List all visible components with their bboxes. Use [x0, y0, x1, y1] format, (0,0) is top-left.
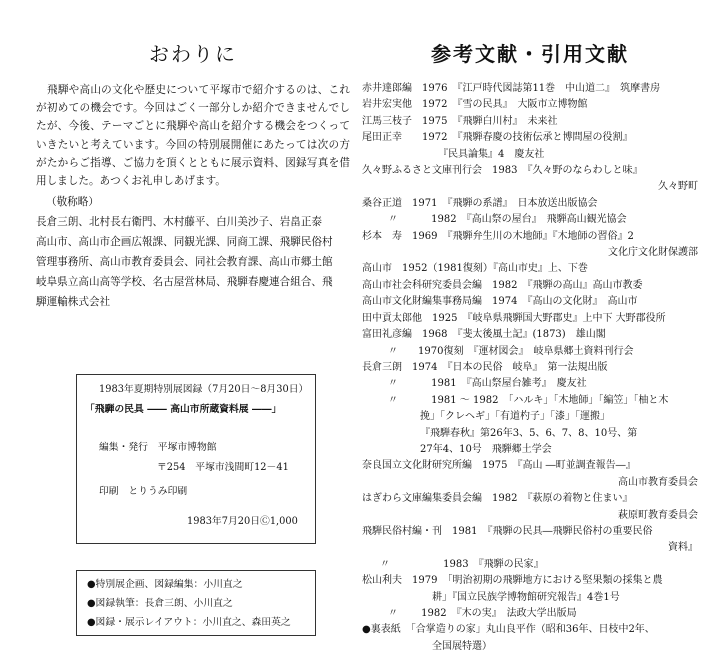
- acknowledgement-line: 騨運輸株式会社: [36, 296, 111, 309]
- reference-entry: 岩井宏実他 1972 『雪の民具』 大阪市立博物館: [362, 99, 588, 111]
- reference-entry: 桑谷正道 1971 『飛騨の系譜』 日本放送出版協会: [362, 197, 598, 209]
- afterword-paragraph: 飛騨や高山の文化や歴史について平塚市で紹介するのは、これが初めての機会です。今回はごく一部分しか紹介できませんでしたが、今後、テーマごとに飛騨や高山を紹介する機会をつくっていきたいと考えています。今回の特別展開催にあたっては次の方がたからご指導、ご協力を頂くとともに展示資料、図録写真を借用しました。あつくお礼申しあげます。: [36, 84, 350, 188]
- credit-line: ●特別展企画、図録編集：小川直之: [87, 579, 243, 590]
- afterword-heading: おわりに: [149, 42, 237, 66]
- colophon-box: [76, 374, 316, 544]
- reference-entry: 田中貢太郎他 1925 『岐阜県飛騨国大野郡史』上中下 大野郡役所: [362, 312, 666, 324]
- reference-entry: 高山市 1952（1981復刻）『高山市史』上、下巻: [362, 263, 588, 275]
- reference-entry: 富田礼彦編 1968 『斐太後風土記』(1873) 雄山閣: [362, 329, 606, 341]
- acknowledgement-line: 高山市、高山市企画広報課、同観光課、同商工課、飛騨民俗村: [36, 236, 333, 249]
- reference-entry: 『飛騨春秋』第26年3、5、6、7、8、10号、第: [420, 427, 638, 439]
- reference-entry: はぎわら文庫編集委員会編 1982 『萩原の着物と住まい』: [362, 493, 633, 505]
- reference-entry: 赤井達郎編 1976 『江戸時代図誌第11巻 中山道二』 筑摩書房: [362, 83, 661, 94]
- catalog-line: 1983年夏期特別展図録（7月20日～8月30日）: [99, 384, 309, 395]
- reference-entry: 『民具論集』4 慶友社: [438, 148, 545, 160]
- references-section: [362, 38, 698, 655]
- credit-line: ●図録執筆：長倉三朗、小川直之: [87, 598, 233, 609]
- reference-entry: 全国展特選）: [432, 640, 492, 652]
- afterword-section: [36, 38, 350, 312]
- acknowledgement-list: [36, 212, 350, 312]
- references-heading: 参考文献・引用文献: [431, 42, 629, 66]
- reference-entry: 耕」『国立民族学博物館研究報告』4巻1号: [432, 591, 620, 603]
- reference-entry: 〃 1982 『高山祭の屋台』 飛騨高山観光協会: [388, 214, 627, 226]
- reference-list: [362, 81, 698, 655]
- reference-entry: 飛騨民俗村編・刊 1981 『飛騨の民具―飛騨民俗村の重要民俗: [362, 525, 653, 537]
- reference-entry: 松山利夫 1979 「明治初期の飛騨地方における堅果類の採集と農: [362, 575, 663, 587]
- reference-entry: 萩原町教育委員会: [618, 509, 698, 521]
- reference-entry: 27年4、10号 飛騨郷土学会: [420, 443, 552, 455]
- reference-entry: 尾田正幸 1972 『飛騨春慶の技術伝承と博問屋の役割』: [362, 132, 633, 144]
- printer-line: 印刷 とりうみ印刷: [99, 486, 188, 497]
- reference-entry: 杉本 寿 1969 『飛騨弁生川の木地師』『木地師の習俗』2: [362, 230, 634, 242]
- reference-entry: 〃 1981 ～ 1982 「ハルキ」「木地師」「編笠」「柚と木: [388, 394, 669, 406]
- acknowledgement-line: 管理事務所、高山市教育委員会、同社会教育課、高山市郷土館: [36, 256, 333, 269]
- reference-entry: 〃 1983 『飛騨の民家』: [380, 558, 544, 570]
- honorific-note: （敬称略）: [46, 196, 99, 209]
- credits-box: [76, 570, 316, 636]
- postal-address: 〒254 平塚市浅間町12－41: [157, 462, 289, 473]
- reference-entry: 長倉三朗 1974 『日本の民俗 岐阜』 第一法規出版: [362, 361, 608, 373]
- reference-entry: 高山市文化財編集事務局編 1974 『高山の文化財』 高山市: [362, 296, 638, 308]
- reference-entry: 奈良国立文化財研究所編 1975 『高山 ―町並調査報告―』: [362, 460, 636, 472]
- reference-entry: 久々野ふるさと文庫刊行会 1983 『久々野のならわしと味』: [362, 165, 643, 177]
- acknowledgement-line: 岐阜県立高山高等学校、名古屋営林局、飛騨春慶連合組合、飛: [36, 276, 333, 289]
- publisher-line: 編集・発行 平塚市博物館: [99, 442, 217, 453]
- reference-entry: 資料』: [668, 542, 698, 554]
- credit-line: ●図録・展示レイアウト：小川直之、森田英之: [87, 617, 291, 628]
- reference-entry: 〃 1981 『高山祭屋台雑考』 慶友社: [388, 378, 587, 390]
- reference-entry: 高山市教育委員会: [618, 476, 698, 488]
- reference-entry: 〃 1982 『木の実』 法政大学出版局: [388, 608, 577, 619]
- reference-entry: ●裏表紙 「合掌造りの家」丸山良平作（昭和36年、日枝中2年、: [362, 624, 655, 636]
- exhibition-title: 「飛騨の民具 ―― 高山市所蔵資料展 ――」: [85, 404, 282, 415]
- publication-date: 1983年7月20日Ⓒ1,000: [187, 516, 298, 527]
- reference-entry: 文化庁文化財保護部: [608, 247, 698, 259]
- reference-entry: 江馬三枝子 1975 『飛騨白川村』 未来社: [362, 115, 558, 127]
- reference-entry: 〃 1970復刻 『運材図会』 岐阜県郷土資料刊行会: [388, 345, 634, 357]
- reference-entry: 久々野町: [658, 181, 698, 193]
- reference-entry: 挽」「クレヘギ」「有道杓子」「漆」「運搬」: [420, 411, 610, 423]
- acknowledgement-line: 長倉三朗、北村長右衛門、木村藤平、白川美沙子、岩畠正泰: [36, 216, 323, 229]
- reference-entry: 高山市社会科研究委員会編 1982 『飛騨の高山』高山市教委: [362, 279, 643, 291]
